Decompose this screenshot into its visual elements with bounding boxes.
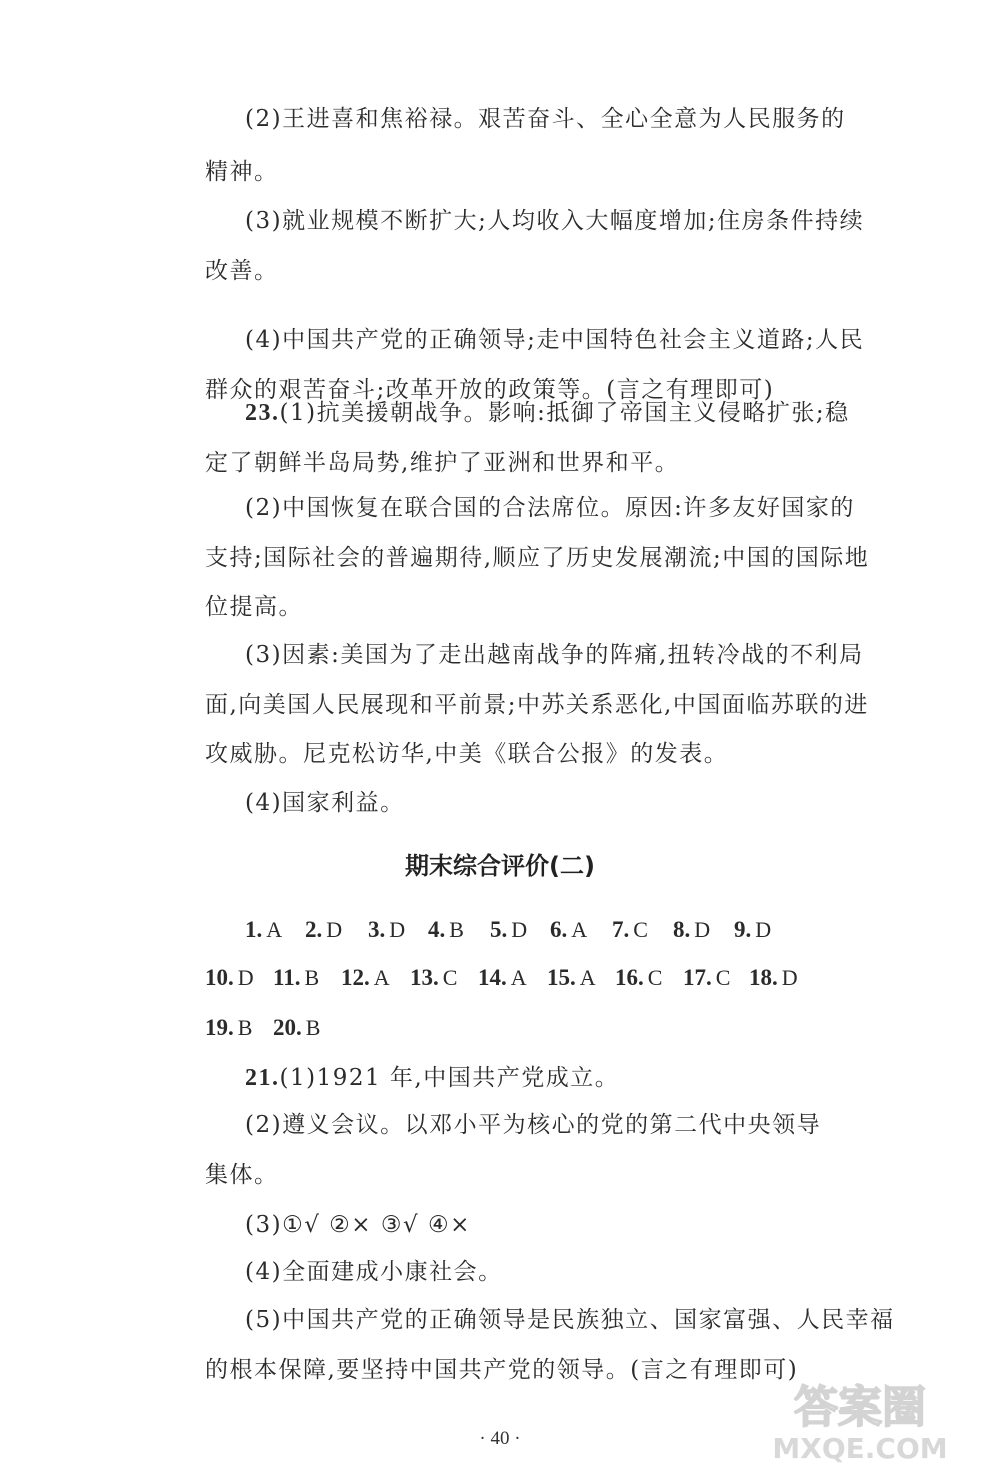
mc-answer (749, 963, 798, 993)
mc-answer (205, 1013, 252, 1043)
question-number: 23. (245, 400, 280, 426)
mc-answer (245, 915, 282, 945)
mc-choice: A (510, 965, 527, 990)
mc-number: 20. (273, 1015, 302, 1040)
mc-answer (615, 963, 662, 993)
mc-choice: C (715, 965, 731, 990)
question-21 (245, 1063, 619, 1093)
answer-line: 攻威胁。尼克松访华,中美《联合公报》的发表。 (205, 741, 729, 767)
mc-number: 14. (478, 965, 507, 990)
mc-choice: D (694, 917, 711, 942)
mc-choice: D (755, 917, 772, 942)
answer-line: (3)就业规模不断扩大;人均收入大幅度增加;住房条件持续 (245, 208, 865, 234)
mc-answer (273, 963, 319, 993)
mc-answer (410, 963, 457, 993)
watermark-logo (725, 1370, 995, 1465)
mc-answer (305, 915, 342, 945)
answer-line: 改善。 (205, 258, 279, 284)
mc-number: 1. (245, 917, 263, 942)
mc-choice: A (373, 965, 390, 990)
mc-number: 7. (612, 917, 630, 942)
answer-line: 支持;国际社会的普遍期待,顺应了历史发展潮流;中国的国际地 (205, 545, 870, 571)
mc-number: 16. (615, 965, 644, 990)
watermark-top-text: 答案圈 (794, 1382, 926, 1433)
answer-line: 群众的艰苦奋斗;改革开放的政策等。(言之有理即可) (205, 377, 775, 403)
mc-number: 15. (547, 965, 576, 990)
mc-answer (683, 963, 730, 993)
answer-line: (2)王进喜和焦裕禄。艰苦奋斗、全心全意为人民服务的 (245, 106, 846, 132)
mc-answer (341, 963, 390, 993)
mc-choice: C (647, 965, 663, 990)
mc-choice: B (305, 1015, 321, 1040)
answer-line: (1)1921 年,中国共产党成立。 (279, 1065, 620, 1091)
mc-choice: D (326, 917, 343, 942)
mc-choice: D (511, 917, 528, 942)
answer-line: (4)国家利益。 (245, 790, 405, 816)
answer-line: (2)遵义会议。以邓小平为核心的党的第二代中央领导 (245, 1112, 822, 1138)
mc-number: 6. (550, 917, 568, 942)
mc-choice: A (571, 917, 588, 942)
mc-number: 5. (490, 917, 508, 942)
answer-line: (4)中国共产党的正确领导;走中国特色社会主义道路;人民 (245, 327, 865, 353)
mc-number: 2. (305, 917, 323, 942)
mc-answer (550, 915, 587, 945)
mc-answer (273, 1013, 320, 1043)
mc-choice: D (781, 965, 798, 990)
mc-choice: C (633, 917, 648, 942)
mc-answer (205, 963, 254, 993)
mc-choice: D (389, 917, 406, 942)
page-number: · 40 · (479, 1428, 521, 1449)
question-number: 21. (245, 1065, 280, 1091)
mc-number: 3. (368, 917, 386, 942)
mc-answer (612, 915, 648, 945)
mc-number: 9. (734, 917, 752, 942)
answer-line: 精神。 (205, 159, 279, 185)
answer-line: 的根本保障,要坚持中国共产党的领导。(言之有理即可) (205, 1357, 799, 1383)
answer-line: 集体。 (205, 1162, 279, 1188)
answer-line: 定了朝鲜半岛局势,维护了亚洲和世界和平。 (205, 450, 680, 476)
mc-choice: B (449, 917, 464, 942)
answer-line: 面,向美国人民展现和平前景;中苏关系恶化,中国面临苏联的进 (205, 692, 869, 718)
question-23 (245, 398, 850, 428)
mc-answer (673, 915, 710, 945)
mc-number: 17. (683, 965, 712, 990)
mc-number: 19. (205, 1015, 234, 1040)
mc-answer (478, 963, 527, 993)
mc-answer (734, 915, 771, 945)
mc-number: 8. (673, 917, 691, 942)
answer-line: 位提高。 (205, 594, 303, 620)
mc-number: 13. (410, 965, 439, 990)
answer-line: (2)中国恢复在联合国的合法席位。原因:许多友好国家的 (245, 495, 855, 521)
mc-choice: A (579, 965, 596, 990)
answer-line: (5)中国共产党的正确领导是民族独立、国家富强、人民幸福 (245, 1307, 895, 1333)
mc-choice: D (237, 965, 254, 990)
mc-number: 12. (341, 965, 370, 990)
mc-number: 4. (428, 917, 446, 942)
mc-answer (490, 915, 527, 945)
mc-choice: B (237, 1015, 253, 1040)
answer-line: (3)①√ ②× ③√ ④× (245, 1212, 471, 1238)
answer-line: (4)全面建成小康社会。 (245, 1259, 503, 1285)
section-heading: 期末综合评价(二) (405, 852, 595, 880)
mc-choice: C (442, 965, 458, 990)
mc-choice: A (266, 917, 283, 942)
answer-line: (1)抗美援朝战争。影响:抵御了帝国主义侵略扩张;稳 (279, 400, 850, 426)
answer-line: (3)因素:美国为了走出越南战争的阵痛,扭转冷战的不利局 (245, 642, 864, 668)
mc-number: 10. (205, 965, 234, 990)
mc-answer (368, 915, 405, 945)
mc-number: 18. (749, 965, 778, 990)
mc-answer (428, 915, 464, 945)
watermark-bottom-text: MXQE.COM (772, 1432, 948, 1465)
mc-choice: B (304, 965, 320, 990)
mc-answer (547, 963, 596, 993)
mc-number: 11. (273, 965, 301, 990)
